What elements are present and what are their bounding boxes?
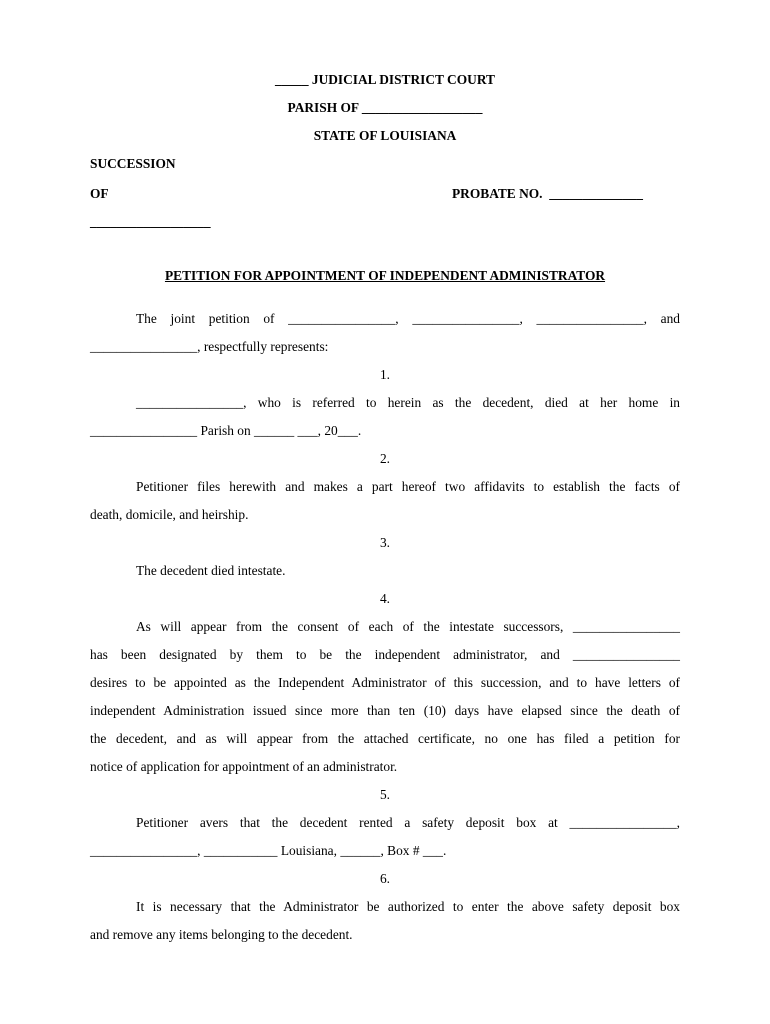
state-heading: STATE OF LOUISIANA	[313, 128, 457, 143]
section-4-line-6: notice of application for appointment of an administrator.	[90, 759, 398, 774]
section-1-line-1: ________________, who is referred to herein as the decedent, died at her home in	[136, 395, 680, 410]
intro-line-1: The joint petition of ________________, ________________, ________________, and	[136, 311, 680, 326]
section-1-line-2: ________________ Parish on ______ ___, 20___.	[90, 423, 362, 438]
page-title: PETITION FOR APPOINTMENT OF INDEPENDENT ADMINISTRATOR	[164, 268, 606, 283]
section-6-line-1: It is necessary that the Administrator be authorized to enter the above safety deposit box	[136, 899, 680, 914]
decedent-name-blank: __________________	[90, 214, 211, 229]
section-4-line-3: desires to be appointed as the Independent Administrator of this succession, and to have letters of	[90, 675, 680, 690]
section-3-line-1: The decedent died intestate.	[136, 563, 286, 578]
section-5-line-2: ________________, ___________ Louisiana, ______, Box # ___.	[90, 843, 447, 858]
section-2-line-2: death, domicile, and heirship.	[90, 507, 249, 522]
section-3-number: 3.	[379, 535, 391, 550]
section-4-line-2: has been designated by them to be the independent administrator, and ________________	[90, 647, 680, 662]
intro-line-2: ________________, respectfully represents:	[90, 339, 329, 354]
section-6-line-2: and remove any items belonging to the decedent.	[90, 927, 353, 942]
section-5-number: 5.	[379, 787, 391, 802]
of-label: OF	[90, 186, 109, 201]
section-2-number: 2.	[379, 451, 391, 466]
section-5-line-1: Petitioner avers that the decedent rented a safety deposit box at ________________,	[136, 815, 680, 830]
probate-number: PROBATE NO. ______________	[452, 186, 643, 201]
parish-heading: PARISH OF __________________	[287, 100, 483, 115]
section-4-number: 4.	[379, 591, 391, 606]
section-1-number: 1.	[379, 367, 391, 382]
section-4-line-5: the decedent, and as will appear from the attached certificate, no one has filed a petition for	[90, 731, 680, 746]
court-heading: _____ JUDICIAL DISTRICT COURT	[275, 72, 495, 87]
section-4-line-4: independent Administration issued since more than ten (10) days have elapsed since the death of	[90, 703, 680, 718]
succession-label: SUCCESSION	[90, 156, 176, 171]
section-4-line-1: As will appear from the consent of each of the intestate successors, ________________	[136, 619, 680, 634]
section-6-number: 6.	[379, 871, 391, 886]
section-2-line-1: Petitioner files herewith and makes a part hereof two affidavits to establish the facts of	[136, 479, 680, 494]
